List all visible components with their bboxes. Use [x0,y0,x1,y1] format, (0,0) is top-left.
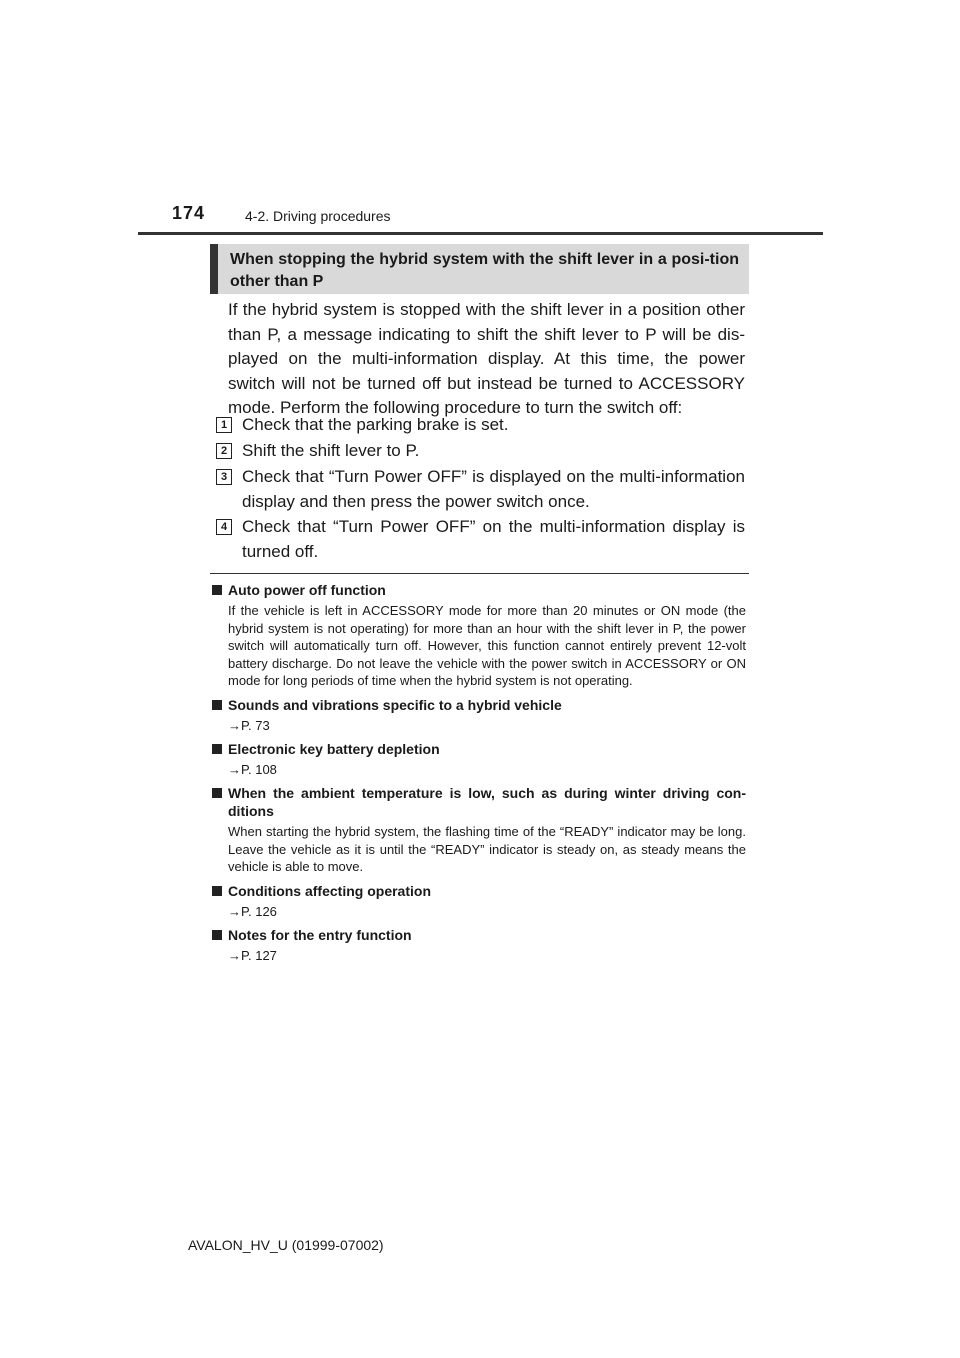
step-text: Check that “Turn Power OFF” on the multi-information display is turned off. [242,517,745,561]
step-number-badge: 3 [216,469,232,485]
intro-paragraph: If the hybrid system is stopped with the shift lever in a position other than P, a message indicating to shift the shift lever to P will be dis-played on the multi-information display. At this time, the power switch will not be turned off but instead be turned to ACCESSORY mode. Perform the following procedure to turn the switch off: [228,300,745,417]
note-item [212,784,746,876]
page-reference-link[interactable]: →P. 73 [228,717,270,733]
section-heading: When stopping the hybrid system with the shift lever in a posi-tion other than P [210,244,749,294]
note-body: When starting the hybrid system, the flashing time of the “READY” indicator may be long. Leave the vehicle as it is until the “READY” indicator is steady on, as steady means the vehicle is able to move. [228,823,746,875]
step-1 [216,413,745,438]
square-bullet-icon [212,930,222,940]
note-item [212,696,746,734]
header-divider [138,232,823,235]
note-item [212,740,746,778]
square-bullet-icon [212,788,222,798]
step-text: Check that “Turn Power OFF” is displayed on the multi-information display and then press the power switch once. [242,467,745,511]
step-2 [216,439,745,464]
page-number: 174 [172,203,206,223]
square-bullet-icon [212,886,222,896]
step-3 [216,465,745,514]
note-title: Sounds and vibrations specific to a hybrid vehicle [228,696,562,713]
step-number-badge: 4 [216,519,232,535]
document-code: AVALON_HV_U (01999-07002) [188,1237,384,1253]
note-title: Notes for the entry function [228,926,412,943]
note-item [212,581,746,690]
note-item [212,926,746,964]
step-text: Shift the shift lever to P. [242,441,420,460]
note-title: Electronic key battery depletion [228,740,440,757]
note-body: If the vehicle is left in ACCESSORY mode for more than 20 minutes or ON mode (the hybrid system is not operating) for more than an hour with the shift lever in P, the power switch will automatically turn off. However, this function cannot entirely prevent 12-volt battery discharge. Do not leave the vehicle with the power switch in ACCESSORY or ON mode for long periods of time when the hybrid system is not operating. [228,603,746,689]
step-text: Check that the parking brake is set. [242,415,509,434]
note-item [212,882,746,920]
notes-section [212,581,746,970]
note-title: Auto power off function [228,582,386,598]
chapter-title: 4-2. Driving procedures [245,208,391,224]
step-4 [216,515,745,564]
note-title: When the ambient temperature is low, such as during winter driving con-ditions [228,784,746,819]
step-number-badge: 1 [216,417,232,433]
square-bullet-icon [212,585,222,595]
page-reference-link[interactable]: →P. 126 [228,903,277,919]
page-reference-link[interactable]: →P. 108 [228,761,277,777]
step-number-badge: 2 [216,443,232,459]
note-title: Conditions affecting operation [228,882,431,899]
square-bullet-icon [212,744,222,754]
square-bullet-icon [212,700,222,710]
page-reference-link[interactable]: →P. 127 [228,947,277,963]
notes-divider [210,573,749,574]
